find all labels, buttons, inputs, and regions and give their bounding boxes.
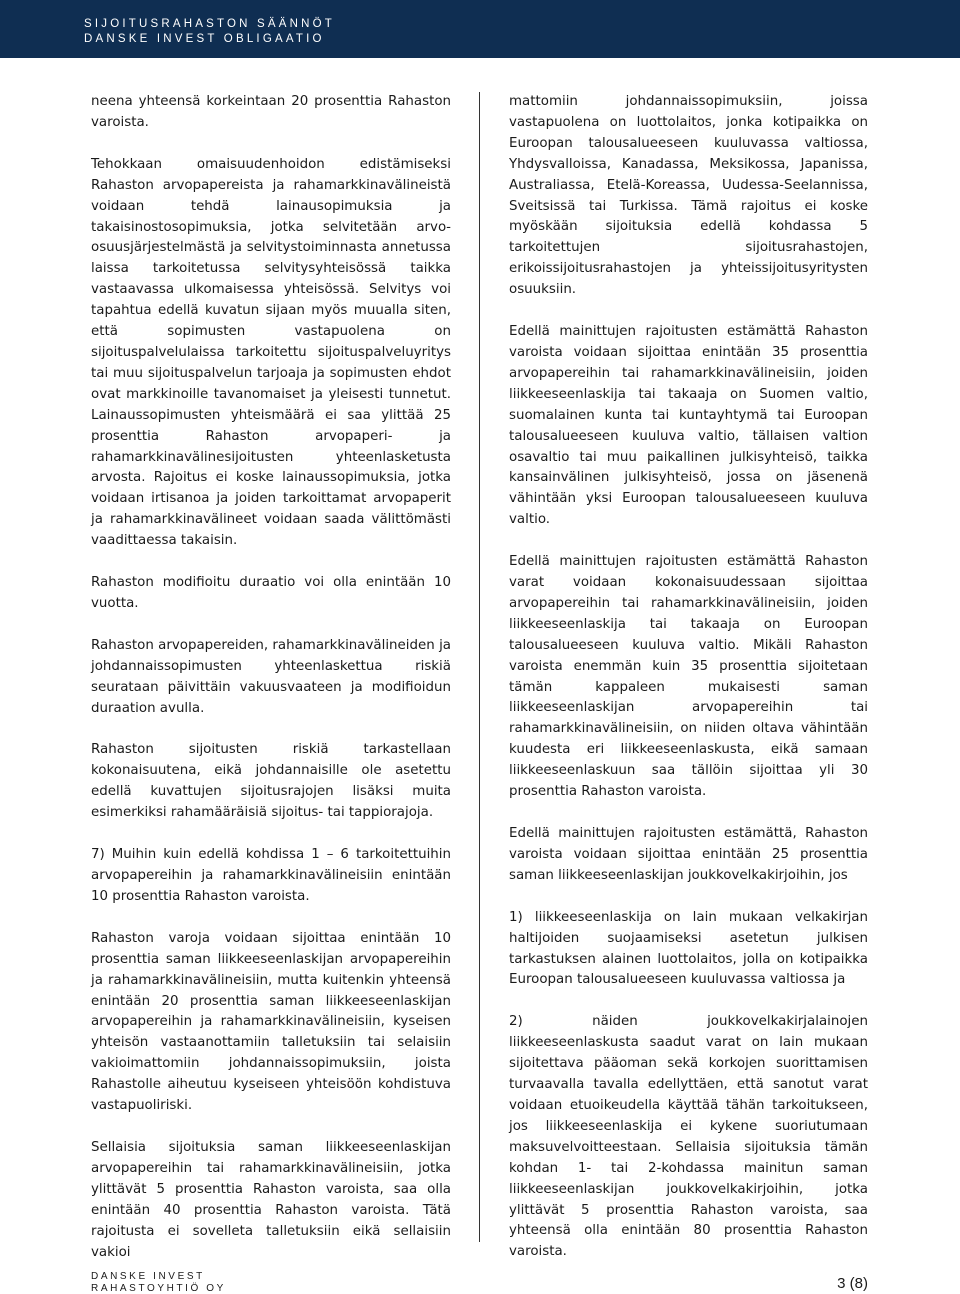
footer-company-name	[91, 1271, 226, 1294]
fund-name: DANSKE INVEST OBLIGAATIO	[84, 33, 325, 45]
page-number: 3 (8)	[837, 1275, 868, 1292]
document-header	[0, 0, 960, 58]
paragraph: neena yhteensä korkeintaan 20 prosenttia Rahaston varoista.	[91, 94, 451, 130]
column-divider	[479, 92, 480, 1242]
paragraph: Rahaston sijoitusten riskiä tarkastellaan kokonaisuutena, eikä johdannaisille ole asetettu edellä kuvattujen sijoitusrajojen lisäksi muita esimerkiksi rahamääräisiä sijoitus- tai tappiorajoja.	[91, 742, 451, 821]
paragraph: Rahaston arvopapereiden, rahamarkkinavälineiden ja johdannaissopimusten yhteenlaskettua riskiä seurataan päivittäin vakuusvaateen ja modifioidun duraation avulla.	[91, 637, 451, 716]
footer-company-line: RAHASTOYHTIÖ OY	[91, 1282, 226, 1294]
paragraph: Sellaisia sijoituksia saman liikkeeseenlaskijan arvopapereihin tai rahamarkkinavälineisiin, jotka ylittävät 5 prosenttia Rahaston varoista, saa olla enintään 40 prosenttia Rahaston varoista. Tätä rajoitusta ei sovelleta talletuksiin eikä sellaisiin vakioi	[91, 1139, 451, 1260]
paragraph: Tehokkaan omaisuudenhoidon edistämiseksi Rahaston arvopapereista ja rahamarkkinavälineistä voidaan tehdä lainausopimuksia ja takaisinostosopimuksia, jotka selvitetään arvoosuusjärjestelmästä ja selvitystoiminnasta annetussa laissa tarkoitetussa selvitysyhteisössä taikka vastaavassa ulkomaisessa yhteisössä. Selvitys voi tapahtua edellä kuvatun sijaan myös muualla siten, että sopimusten vastapuolena on sijoituspalvelulaissa tarkoitettu sijoituspalveluyritys tai muu sijoituspalvelun tarjoaja ja sopimusten ehdot ovat markkinoille tavanomaiset ja yleisesti tunnetut. Lainaussopimusten yhteismäärä ei saa ylittää 25 prosenttia Rahaston arvopaperi- ja rahamarkkinavälinesijoitusten yhteenlasketusta arvosta. Rajoitus ei koske lainaussopimuksia, jotka voidaan irtisanoa ja joiden tarkoittamat arvopaperit ja rahamarkkinavälineet voidaan saada välittömästi vaadittaessa takaisin.	[91, 156, 451, 549]
paragraph: Rahaston modifioitu duraatio voi olla enintään 10 vuotta.	[91, 575, 451, 611]
right-text-column	[509, 92, 868, 1284]
paragraph: Rahaston varoja voidaan sijoittaa enintään 10 prosenttia saman liikkeeseenlaskijan arvopapereihin ja rahamarkkinavälineisiin, mutta kuitenkin yhteensä enintään 20 prosenttia saman liikkeeseenlaskijan arvopapereihin ja rahamarkkinavälineisiin, kyseisen yhteisön vastaanottamiin talletuksiin tai selaisiin vakioimattomiin johdannaissopimuksiin, joista Rahastolle aiheutuu kyseiseen yhteisöön kohdistuva vastapuoliriski.	[91, 930, 451, 1114]
paragraph: Edellä mainittujen rajoitusten estämättä Rahaston varat voidaan kokonaisuudessaan sijoittaa arvopapereihin tai rahamarkkinavälineisiin, joiden liikkeeseenlaskija tai takaaja on Euroopan talousalueeseen kuuluva valtio. Mikäli Rahaston varoista enemmän kuin 35 prosenttia sijoitetaan tämän kappaleen mukaisesti saman liikkeeseenlaskijan arvopapereihin tai rahamarkkinavälineisiin, on niiden oltava vähintään kuudesta eri liikkeeseenlaskusta, eikä samaan liikkeeseenlaskuun saa tällöin sijoittaa yli 30 prosenttia Rahaston varoista.	[509, 554, 868, 800]
paragraph: 7) Muihin kuin edellä kohdissa 1 – 6 tarkoitettuihin arvopapereihin ja rahamarkkinavälineisiin enintään 10 prosenttia Rahaston varoista.	[91, 847, 451, 904]
paragraph: 1) liikkeeseenlaskija on lain mukaan velkakirjan haltijoiden suojaamiseksi asetetun julkisen tarkastuksen alainen luottolaitos, jolla on kotipaikka Euroopan talousalueeseen kuuluvassa valtiossa ja	[509, 909, 868, 988]
footer-company-line: DANSKE INVEST	[91, 1271, 205, 1282]
left-text-column	[91, 92, 451, 1284]
document-title: SIJOITUSRAHASTON SÄÄNNÖT	[84, 18, 336, 30]
paragraph: 2) näiden joukkovelkakirjalainojen liikkeeseenlaskusta saadut varat on lain mukaan sijoitettava pääoman sekä korkojen suorittamisen turvaavalla tavalla edellyttäen, että sanotut varat voidaan etuoikeudella käyttää tähän tarkoitukseen, jos liikkeeseenlaskija ei kykene suoriutumaan maksuvelvoitteestaan. Sellaisia sijoituksia tämän kohdan 1- tai 2-kohdassa mainitun saman liikkeeseenlaskijan joukkovelkakirjoihin, jotka ylittävät 5 prosenttia Rahaston varoista, saa yhteensä olla enintään 80 prosenttia Rahaston varoista.	[509, 1014, 868, 1260]
paragraph: mattomiin johdannaissopimuksiin, joissa vastapuolena on luottolaitos, jonka kotipaikka on Euroopan talousalueeseen kuuluvassa valtiossa, Yhdysvalloissa, Kanadassa, Meksikossa, Japanissa, Australiassa, Etelä-Koreassa, Uudessa-Seelannissa, Sveitsissä tai Turkissa. Tämä rajoitus ei koske myöskään sijoituksia edellä kohdassa 5 tarkoitettujen sijoitusrahastojen, erikoissijoitusrahastojen ja yhteissijoitusyritysten osuuksiin.	[509, 94, 868, 298]
paragraph: Edellä mainittujen rajoitusten estämättä, Rahaston varoista voidaan sijoittaa enintään 25 prosenttia saman liikkeeseenlaskijan joukkovelkakirjoihin, jos	[509, 826, 868, 883]
paragraph: Edellä mainittujen rajoitusten estämättä Rahaston varoista voidaan sijoittaa enintään 35 prosenttia arvopapereihin tai rahamarkkinavälineisiin, joiden liikkeeseenlaskija tai takaaja on Suomen valtio, suomalainen kunta tai kuntayhtymä tai Euroopan talousalueeseen kuuluva valtio, tällaisen valtion osavaltio tai muu paikallinen julkisyhteisö, taikka kansainvälinen julkisyhteisö, jossa on jäsenenä vähintään yksi Euroopan talousalueeseen kuuluva valtio.	[509, 324, 868, 528]
